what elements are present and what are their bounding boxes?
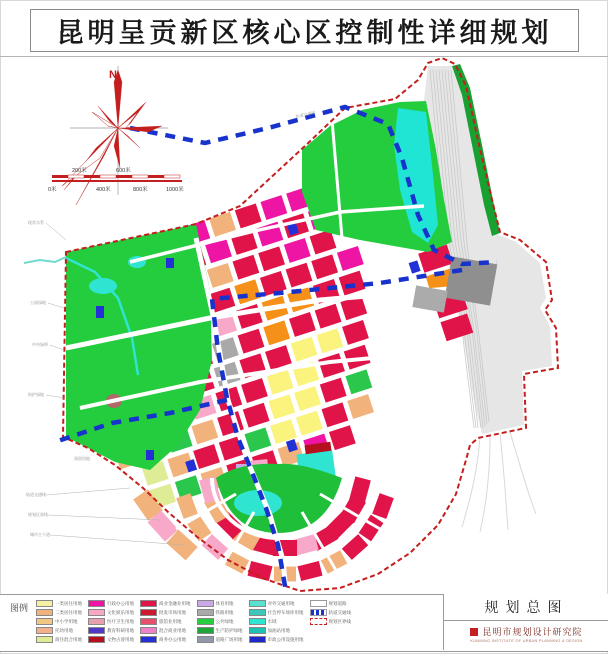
- legend-label: 社会停车场库用地: [267, 609, 304, 615]
- legend-label: 对外交通用地: [267, 600, 295, 606]
- legend-swatch: [197, 636, 214, 643]
- title-block: [443, 594, 608, 650]
- parcel: [191, 419, 218, 444]
- map-label: 预留用地: [74, 456, 90, 461]
- legend-swatch: [197, 618, 214, 625]
- legend-item: [88, 618, 134, 625]
- parcel: [311, 254, 338, 279]
- legend-item: [88, 609, 134, 616]
- parcel: [265, 345, 292, 370]
- legend-item: [140, 600, 191, 607]
- parcel: [248, 561, 273, 581]
- legend-swatch: [140, 636, 157, 643]
- legend-item: [249, 627, 304, 634]
- station-plaza: [445, 256, 498, 305]
- legend-swatch: [36, 627, 53, 634]
- parcel: [284, 238, 311, 263]
- legend-item: [140, 609, 191, 616]
- legend-item: [249, 609, 304, 616]
- legend-label: 文物古迹用地: [107, 636, 134, 642]
- parcel: [207, 263, 234, 288]
- legend-column: [197, 600, 243, 651]
- parcel: [329, 425, 356, 450]
- central-pond: [234, 490, 282, 516]
- park-pond: [89, 278, 117, 294]
- legend-item: [197, 600, 243, 607]
- parcel: [346, 369, 373, 394]
- legend-item: [140, 618, 191, 625]
- parcel: [260, 195, 287, 220]
- legend-item: [88, 600, 134, 607]
- legend-swatch: [249, 627, 266, 634]
- legend-item: [197, 609, 243, 616]
- parcel: [294, 386, 321, 411]
- legend-swatch: [36, 636, 53, 643]
- legend-label: 中小学用地: [55, 618, 78, 624]
- legend-label: 公共绿地: [215, 618, 234, 624]
- legend-label: 一类居住用地: [55, 600, 82, 606]
- legend-item: [197, 627, 243, 634]
- legend-swatch: [310, 600, 327, 607]
- legend-swatch: [140, 609, 157, 616]
- legend-column: [36, 600, 82, 651]
- legend-label: 规划道路: [328, 600, 347, 606]
- parcel: [209, 212, 236, 237]
- legend-swatch: [88, 609, 105, 616]
- legend-label: 商住混合用地: [55, 636, 82, 642]
- legend-heading: 图例: [10, 603, 29, 613]
- parcel: [337, 246, 364, 271]
- legend-swatch: [88, 627, 105, 634]
- legend-label: 商业金融业用地: [159, 600, 191, 606]
- utility-parcel: [96, 306, 104, 318]
- legend-label: 二类居住用地: [55, 609, 82, 615]
- legend-column: [310, 600, 352, 651]
- parcel: [289, 312, 316, 337]
- parcel: [223, 550, 249, 574]
- legend-swatch: [88, 600, 105, 607]
- parcel: [263, 320, 290, 345]
- utility-parcel: [146, 450, 154, 460]
- legend-item: [310, 600, 352, 607]
- title-divider: [0, 56, 608, 57]
- legend-item: [249, 618, 304, 625]
- legend-item: [310, 609, 352, 616]
- legend-swatch: [36, 600, 53, 607]
- institute-logo-icon: [470, 628, 478, 636]
- legend-swatch: [310, 609, 327, 616]
- parcel: [258, 246, 285, 271]
- map-label: 800米: [133, 187, 148, 193]
- parcel: [238, 329, 265, 354]
- legend-label: 教育科研用地: [107, 627, 134, 633]
- legend-label: 生产防护绿地: [215, 627, 243, 633]
- parcel: [233, 255, 260, 280]
- parcel: [234, 279, 261, 304]
- legend-item: [249, 600, 304, 607]
- legend-column: [249, 600, 304, 651]
- parcel: [339, 271, 366, 296]
- parcel: [347, 394, 374, 419]
- map-label: 400米: [96, 187, 111, 193]
- parcel: [243, 403, 270, 428]
- legend-item: [88, 627, 134, 634]
- legend-label: 商务办公用地: [159, 636, 186, 642]
- legend-swatch: [197, 600, 214, 607]
- utility-parcel: [166, 258, 174, 268]
- legend-label: 体育用地: [215, 600, 234, 606]
- legend-label: 铁路用地: [215, 609, 234, 615]
- legend-label: 行政办公用地: [107, 600, 134, 606]
- map-label: 公园绿地: [30, 300, 46, 305]
- map-label: 0米: [48, 187, 57, 193]
- sheet-title-box: [30, 9, 579, 52]
- map-label: 规划区界线: [28, 512, 48, 517]
- legend-swatch: [249, 600, 266, 607]
- legend-label: 市政公用设施用地: [267, 636, 304, 642]
- parcel: [315, 304, 342, 329]
- legend-item: [140, 627, 191, 634]
- org-row: [444, 625, 608, 638]
- legend-item: [36, 609, 82, 616]
- parcel: [342, 534, 368, 560]
- parcel: [291, 337, 318, 362]
- legend-item: [310, 618, 352, 625]
- parcel: [286, 263, 313, 288]
- parcel: [298, 561, 323, 581]
- map-label: N: [109, 69, 117, 81]
- offsite-river: [24, 257, 66, 263]
- legend-swatch: [249, 636, 266, 643]
- parcel: [267, 370, 294, 395]
- map-label: 1000米: [166, 187, 184, 193]
- compass-rose: [62, 66, 168, 205]
- institute-name: 昆明市规划设计研究院: [482, 627, 583, 637]
- legend-item: [36, 636, 82, 643]
- legend-label: 加油站用地: [267, 627, 290, 633]
- parcel: [409, 260, 421, 273]
- legend-label: 文化娱乐用地: [107, 609, 134, 615]
- legend-label: 轨道交通线: [328, 609, 351, 615]
- legend-column: [140, 600, 191, 651]
- parcel: [241, 378, 268, 403]
- map-label: 轨道交通线: [26, 492, 46, 497]
- parcel: [372, 493, 394, 519]
- legend-swatch: [249, 609, 266, 616]
- legend-columns: [36, 595, 351, 651]
- legend-item: [36, 627, 82, 634]
- legend-item: [140, 636, 191, 643]
- map-label: 600米: [116, 168, 131, 174]
- legend-item: [249, 636, 304, 643]
- parcel: [176, 493, 198, 519]
- legend-column: [88, 600, 134, 651]
- institute-name-en: KUNMING INSTITUTE OF URBAN PLANNING & DESIGN: [470, 639, 583, 643]
- legend-label: 混合商业用地: [159, 627, 186, 633]
- rail-fan-south: [462, 432, 536, 532]
- legend-label: 批发市场用地: [159, 609, 186, 615]
- legend-swatch: [197, 609, 214, 616]
- map-label: 200米: [72, 168, 87, 174]
- north-park: [302, 101, 452, 252]
- legend-swatch: [249, 618, 266, 625]
- legend-item: [36, 600, 82, 607]
- map-label: 中央绿带: [32, 342, 48, 347]
- legend-item: [197, 636, 243, 643]
- parcel: [322, 402, 349, 427]
- legend-swatch: [36, 609, 53, 616]
- legend-label: 托幼用地: [55, 627, 73, 633]
- parcel: [342, 320, 369, 345]
- legend-swatch: [140, 627, 157, 634]
- map-label: 现状水系: [28, 220, 44, 225]
- legend-item: [197, 618, 243, 625]
- legend-swatch: [88, 618, 105, 625]
- legend-swatch: [88, 636, 105, 643]
- parcel: [193, 444, 220, 469]
- legend-swatch: [140, 600, 157, 607]
- legend-swatch: [140, 618, 157, 625]
- legend-label: 旅馆业用地: [159, 618, 182, 624]
- map-label: 防护绿地: [28, 392, 44, 397]
- legend-label: 道路广场用地: [215, 636, 243, 642]
- legend-label: 水域: [267, 618, 277, 624]
- legend-item: [88, 636, 134, 643]
- parcel: [316, 328, 343, 353]
- legend-swatch: [310, 618, 327, 625]
- sheet-title: 昆明呈贡新区核心区控制性详细规划: [56, 18, 553, 48]
- legend-swatch: [36, 618, 53, 625]
- legend-item: [36, 618, 82, 625]
- parcel: [318, 353, 345, 378]
- legend-swatch: [197, 627, 214, 634]
- map-label: 轨道交通线: [295, 109, 316, 119]
- parcel: [268, 394, 295, 419]
- parcel: [296, 411, 323, 436]
- legend-label: 规划区界线: [328, 618, 351, 624]
- drawing-title: 规划总图: [444, 594, 608, 621]
- map-label: 城市主干道: [30, 532, 50, 537]
- parcel: [244, 427, 271, 452]
- legend-label: 医疗卫生用地: [107, 618, 134, 624]
- parcel: [320, 378, 347, 403]
